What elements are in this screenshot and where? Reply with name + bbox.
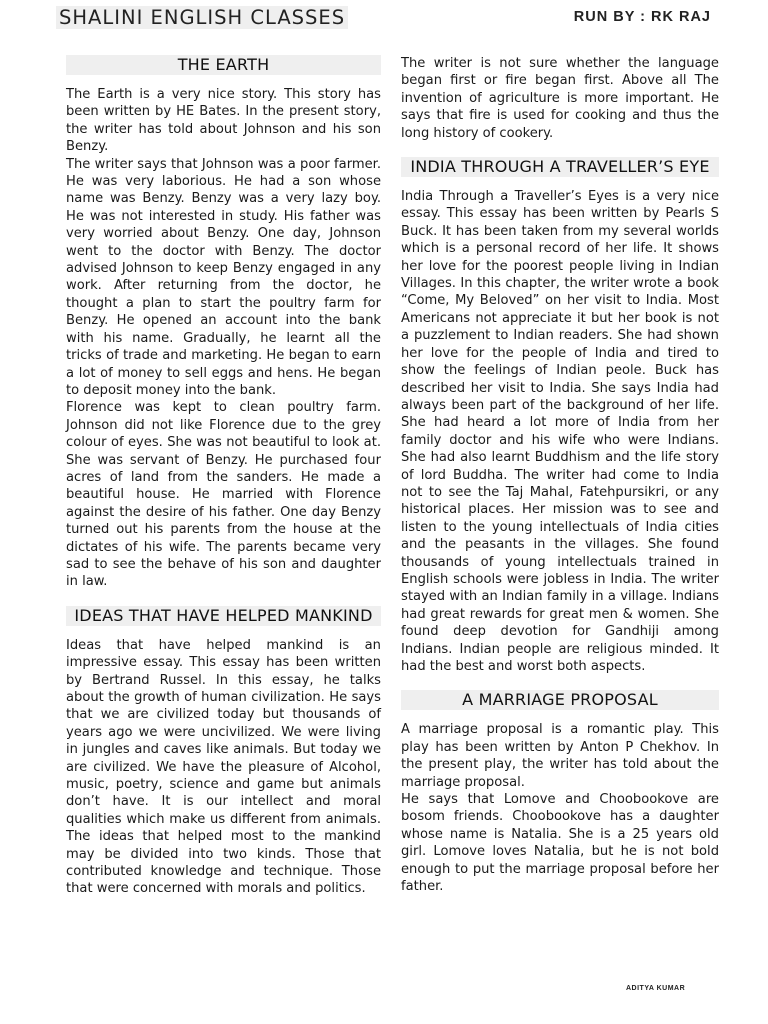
paragraph: The Earth is a very nice story. This story has been written by HE Bates. In the present story, the writer has told about Johnson and his son Benzy. xyxy=(66,87,381,155)
paragraph: The writer is not sure whether the language began first or fire began first. Above all The invention of agriculture is more important. He says that fire is used for cooking and thus the long history of cookery. xyxy=(401,56,719,141)
left-column xyxy=(66,55,381,898)
section-heading-marriage-proposal: A MARRIAGE PROPOSAL xyxy=(401,690,719,710)
page-header-run-by: RUN BY : RK RAJ xyxy=(573,9,711,25)
right-column xyxy=(401,55,719,895)
paragraph: Ideas that have helped mankind is an impressive essay. This essay has been written by Bertrand Russel. In this essay, he talks about the growth of human civilization. He says that we are civilized today but thousands of years ago we were uncivilized. We were living in jungles and caves like animals. But today we are civilized. We have the pleasure of Alcohol, music, poetry, science and game but animals don’t have. It is our intellect and moral qualities which make us different from animals. The ideas that helped most to the mankind may be divided into two kinds. Those that contributed knowledge and technique. Those that were concerned with morals and politics. xyxy=(66,637,381,897)
paragraph: India Through a Traveller’s Eyes is a very nice essay. This essay has been written by Pearls S Buck. It has been taken from my several worlds which is a personal record of her life. It shows her love for the poorest people living in Indian Villages. In this chapter, the writer wrote a book “Come, My Beloved” on her visit to India. Most Americans not appreciate it but her book is not a puzzlement to Indian readers. She had shown her love for the people of India and tired to show the feelings of Indian peole. Buck has described her visit to India. She says India had always been part of the background of her life. She had heard a lot more of India from her family doctor and his wife who were Indians. She had also learnt Buddhism and the life story of lord Buddha. The writer had come to India not to see the Taj Mahal, Fatehpursikri, or any historical places. Her mission was to see and listen to the young intellectuals of India cities and the peasants in the villages. She found thousands of young intellectuals trained in English schools were jobless in India. The writer stayed with an Indian family in a village. Indians had great rewards for great men & women. She found deep devotion for Gandhiji among Indians. Indian people are religious minded. It had the best and worst both aspects. xyxy=(401,189,719,674)
page-header-title: SHALINI ENGLISH CLASSES xyxy=(56,6,348,29)
paragraph: A marriage proposal is a romantic play. This play has been written by Anton P Chekhov. In the present play, the writer has told about the marriage proposal. xyxy=(401,722,719,790)
paragraph: Florence was kept to clean poultry farm. Johnson did not like Florence due to the grey colour of eyes. She was not beautiful to look at. She was servant of Benzy. He purchased four acres of land from the sanders. He made a beautiful house. He married with Florence against the desire of his father. One day Benzy turned out his parents from the house at the dictates of his wife. The parents became very sad to see the behave of his son and daughter in law. xyxy=(66,400,381,590)
section-heading-the-earth: THE EARTH xyxy=(66,55,381,75)
section-heading-ideas: IDEAS THAT HAVE HELPED MANKIND xyxy=(66,606,381,626)
footer-author: ADITYA KUMAR xyxy=(626,985,686,992)
section-heading-india-traveller: INDIA THROUGH A TRAVELLER’S EYE xyxy=(401,157,719,177)
paragraph: He says that Lomove and Choobookove are bosom friends. Choobookove has a daughter whose name is Natalia. She is a 25 years old girl. Lomove loves Natalia, but he is not bold enough to put the marriage proposal before her father. xyxy=(401,792,719,895)
paragraph: The writer says that Johnson was a poor farmer. He was very laborious. He had a son whose name was Benzy. Benzy was a very lazy boy. He was not interested in study. His father was very worried about Benzy. One day, Johnson went to the doctor with Benzy. The doctor advised Johnson to keep Benzy engaged in any work. After returning from the doctor, he thought a plan to start the poultry farm for Benzy. He opened an account into the bank with his name. Gradually, he learnt all the tricks of trade and marketing. He began to earn a lot of money to sell eggs and hens. He began to deposit money into the bank. xyxy=(66,156,381,398)
